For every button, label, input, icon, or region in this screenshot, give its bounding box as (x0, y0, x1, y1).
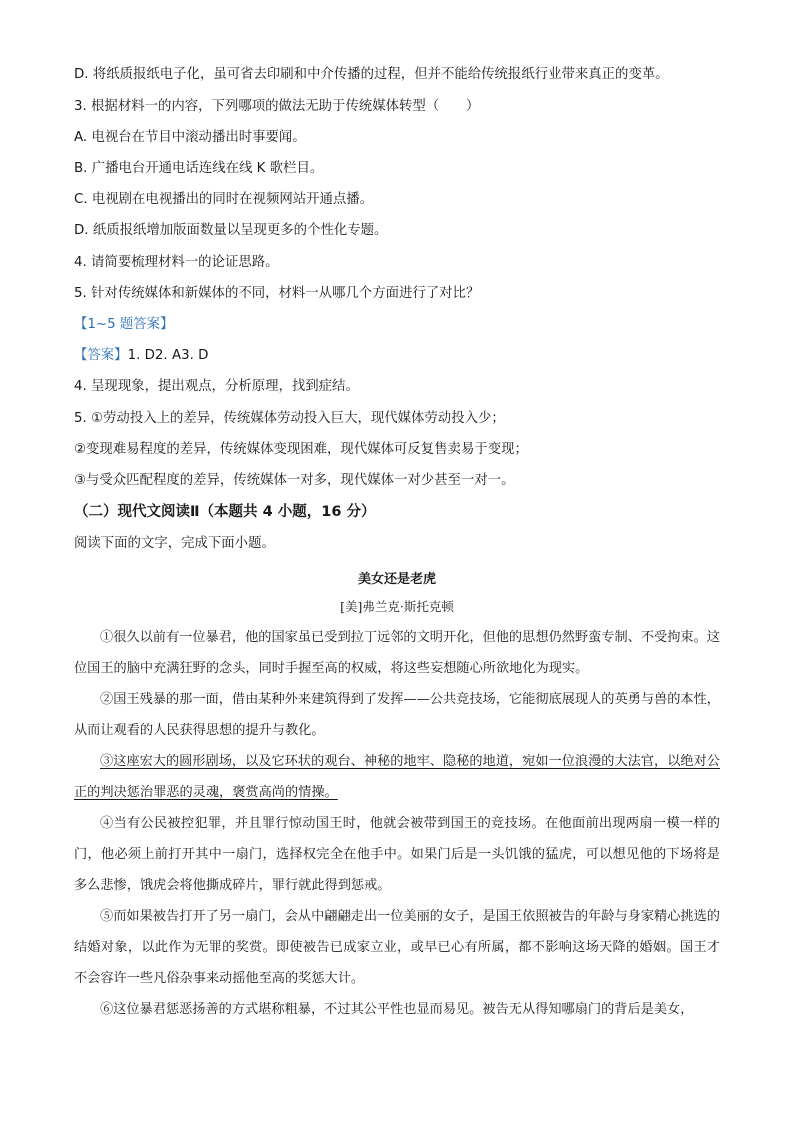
paragraph-4: ④当有公民被控犯罪，并且罪行惊动国王时，他就会被带到国王的竞技场。在他面前出现两扇一模一样的门，他必须上前打开其中一扇门，选择权完全在他手中。如果门后是一头饥饿的猛虎，可以想见他的下场将是多么悲惨，饿虎会将他撕成碎片，罪行就此得到惩戒。 (74, 816, 720, 893)
story-title: 美女还是老虎 (357, 572, 436, 587)
section-heading: （二）现代文阅读Ⅱ（本题共 4 小题，16 分） (74, 504, 376, 520)
paragraph-5: ⑤而如果被告打开了另一扇门，会从中翩翩走出一位美丽的女子，是国王依照被告的年龄与身家精心挑选的结婚对象，以此作为无罪的奖赏。即使被告已成家立业，或早已心有所属，都不影响这场天降的婚姻。国王才不会容许一些凡俗杂事来动摇他至高的奖惩大计。 (74, 909, 720, 986)
answer-5-3: ③与受众匹配程度的差异，传统媒体一对多，现代媒体一对少甚至一对一。 (74, 473, 515, 488)
instruction: 阅读下面的文字，完成下面小题。 (74, 536, 275, 551)
paragraph-2: ②国王残暴的那一面，借由某种外来建筑得到了发挥——公共竞技场，它能彻底展现人的英勇与兽的本性，从而让观看的人民获得思想的提升与教化。 (74, 692, 720, 738)
option-b: B. 广播电台开通电话连线在线 K 歌栏目。 (74, 161, 324, 176)
story-author: [美]弗兰克·斯托克顿 (340, 599, 454, 614)
option-a: A. 电视台在节目中滚动播出时事要闻。 (74, 130, 306, 145)
paragraph-6: ⑥这位暴君惩恶扬善的方式堪称粗暴，不过其公平性也显而易见。被告无从得知哪扇门的背后是美女， (100, 1002, 694, 1017)
question-3: 3. 根据材料一的内容，下列哪项的做法无助于传统媒体转型（ ） (74, 99, 480, 114)
answer-4: 4. 呈现现象，提出观点，分析原理，找到症结。 (74, 379, 359, 394)
paragraph-3: ③这座宏大的圆形剧场，以及它环状的观台、神秘的地牢、隐秘的地道，宛如一位浪漫的大法官，以绝对公正的判决惩治罪恶的灵魂，褒赏高尚的情操。 (74, 754, 720, 800)
option-c: C. 电视剧在电视播出的同时在视频网站开通点播。 (74, 192, 374, 207)
answer-5: 5. ①劳动投入上的差异，传统媒体劳动投入巨大，现代媒体劳动投入少； (74, 411, 505, 426)
paragraph-1: ①很久以前有一位暴君，他的国家虽已受到拉丁远邻的文明开化，但他的思想仍然野蛮专制、不受拘束。这位国王的脑中充满狂野的念头，同时手握至高的权威，将这些妄想随心所欲地化为现实。 (74, 630, 720, 676)
option-d: D. 纸质报纸增加版面数量以呈现更多的个性化专题。 (74, 223, 388, 238)
answer-tag: 【答案】 (74, 348, 128, 363)
answer-choices: 1. D2. A3. D (127, 348, 209, 363)
question-5: 5. 针对传统媒体和新媒体的不同，材料一从哪几个方面进行了对比？ (74, 286, 480, 301)
question-option-d: D. 将纸质报纸电子化，虽可省去印刷和中介传播的过程，但并不能给传统报纸行业带来真正的变革。 (74, 67, 669, 82)
answer-header: 【1~5 题答案】 (74, 317, 174, 332)
question-4: 4. 请简要梳理材料一的论证思路。 (74, 255, 279, 270)
answer-5-2: ②变现难易程度的差异，传统媒体变现困难，现代媒体可反复售卖易于变现； (74, 442, 528, 457)
answer-main (74, 347, 208, 365)
